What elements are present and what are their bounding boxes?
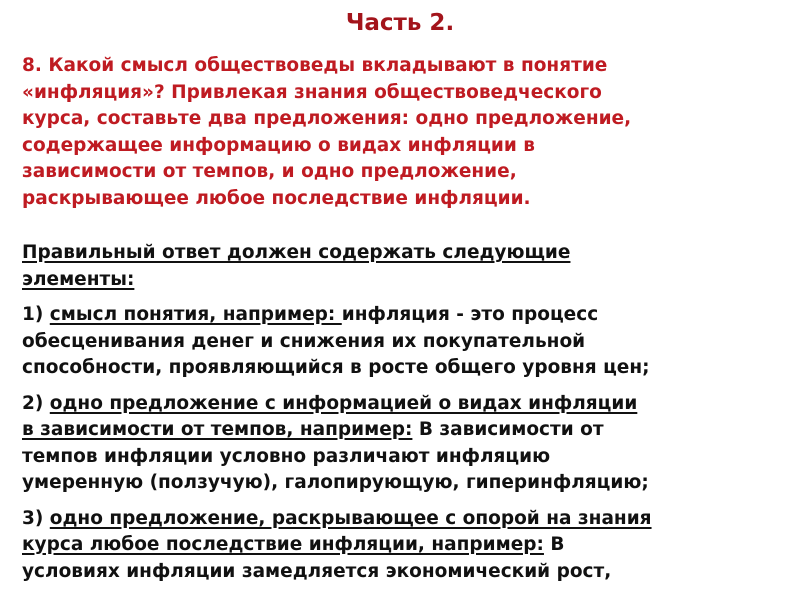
answer-item-3-number: 3) [22,507,44,529]
answer-item-3-text: В условиях инфляции замедляется экономический рост, [22,534,612,582]
answer-item-1-number: 1) [22,304,44,325]
answer-item-3-label: одно предложение, раскрывающее с опорой на знания курса любое последствие инфляции, например: [22,507,652,555]
answer-item-3 [22,506,792,586]
answer-intro: Правильный ответ должен содержать следующие элементы: [22,242,571,290]
answer-item-1-text: инфляция - это процесс обесценивания денег и снижения их покупательной способности, проявляющийся в росте общего уровня цен; [22,304,650,378]
answer-item-1 [22,302,792,382]
answer-item-2 [22,391,792,497]
answer-item-2-label: одно предложение с информацией о видах инфляции в зависимости от темпов, например: [22,392,638,440]
question-text: 8. Какой смысл обществоведы вкладывают в понятие «инфляция»? Привлекая знания обществоведческого курса, составьте два предложения: одно предложение, содержащее информацию о видах инфляции в зависимости от темпов, и одно предложение, раскрывающее любое последствие инфляции. [22,55,632,209]
answer-item-2-number: 2) [22,392,44,414]
answer-block [22,240,792,594]
answer-item-1-label: смысл понятия, например: [49,304,342,325]
slide-title: Часть 2. [345,10,455,36]
answer-item-2-text: В зависимости от темпов инфляции условно различают инфляцию умеренную (ползучую), галопирующую, гиперинфляцию; [22,419,649,493]
